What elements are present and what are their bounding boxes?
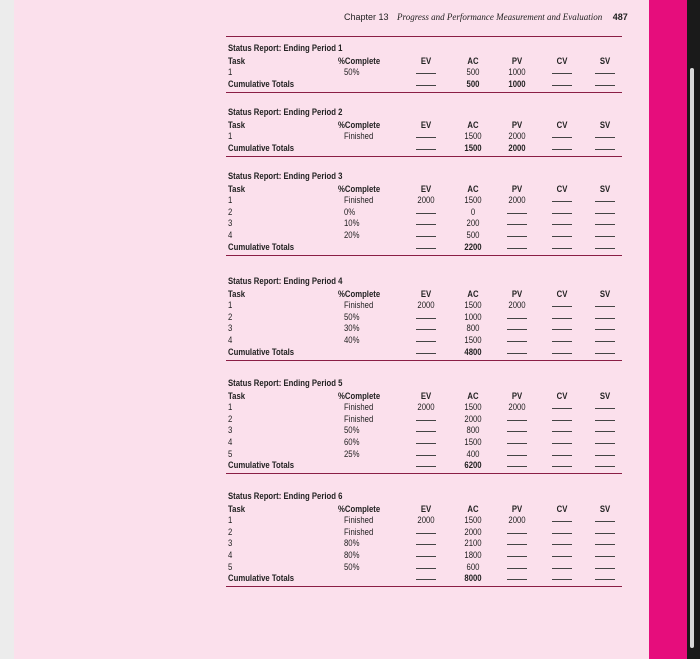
column-header-complete: %Complete: [338, 55, 381, 66]
task-number: 1: [228, 402, 233, 413]
task-number: 2: [228, 311, 233, 322]
ev-empty-dash: [416, 318, 436, 319]
percent-complete: 50%: [344, 425, 360, 436]
sv-empty-dash: [595, 443, 615, 444]
ev-empty-dash: [416, 137, 436, 138]
column-header-pv: PV: [511, 503, 523, 514]
ac-value: 1500: [464, 131, 482, 142]
ac-total-value: 2200: [464, 241, 482, 252]
percent-complete: 25%: [344, 448, 360, 459]
chapter-label: Chapter 13: [344, 12, 389, 22]
ev-empty-dash: [416, 213, 436, 214]
ev-empty-dash: [416, 236, 436, 237]
pv-empty-dash: [507, 341, 527, 342]
pv-total-value: 1000: [508, 78, 526, 89]
column-header-sv: SV: [599, 390, 611, 401]
ac-value: 600: [466, 561, 480, 572]
cv-empty-dash: [552, 306, 572, 307]
cv-total-empty-dash: [552, 579, 572, 580]
ac-value: 1500: [464, 195, 482, 206]
column-header-task: Task: [228, 183, 246, 194]
column-header-cv: CV: [556, 503, 568, 514]
pv-value: 2000: [508, 131, 526, 142]
column-header-ac: AC: [467, 183, 479, 194]
task-number: 3: [228, 425, 233, 436]
cv-empty-dash: [552, 556, 572, 557]
ac-value: 1500: [464, 437, 482, 447]
sv-total-empty-dash: [595, 579, 615, 580]
ev-total-empty-dash: [416, 466, 436, 467]
cv-empty-dash: [552, 224, 572, 225]
cv-empty-dash: [552, 568, 572, 569]
ev-empty-dash: [416, 533, 436, 534]
percent-complete: Finished: [344, 515, 374, 526]
section-rule: [226, 92, 622, 93]
cv-empty-dash: [552, 408, 572, 409]
ev-empty-dash: [416, 329, 436, 330]
pv-empty-dash: [507, 213, 527, 214]
section-title: Status Report: Ending Period 6: [228, 491, 343, 501]
section-rule: [226, 473, 622, 474]
ev-empty-dash: [416, 443, 436, 444]
ac-value: 1000: [464, 311, 482, 322]
percent-complete: 30%: [344, 323, 360, 334]
ac-value: 1500: [464, 515, 482, 526]
column-header-cv: CV: [556, 288, 568, 299]
column-header-sv: SV: [599, 55, 611, 66]
column-header-sv: SV: [599, 119, 611, 130]
sv-empty-dash: [595, 533, 615, 534]
sv-total-empty-dash: [595, 248, 615, 249]
task-number: 1: [228, 131, 233, 142]
percent-complete: 80%: [344, 538, 360, 549]
column-header-ac: AC: [467, 119, 479, 130]
cv-total-empty-dash: [552, 85, 572, 86]
cv-empty-dash: [552, 318, 572, 319]
cumulative-totals-label: Cumulative Totals: [228, 241, 295, 252]
column-header-complete: %Complete: [338, 288, 381, 299]
section-title: Status Report: Ending Period 5: [228, 378, 343, 388]
pv-value: 2000: [508, 300, 526, 311]
percent-complete: 20%: [344, 230, 360, 240]
percent-complete: 50%: [344, 561, 360, 572]
ac-value: 800: [466, 425, 480, 436]
column-header-ev: EV: [420, 183, 432, 194]
column-header-cv: CV: [556, 119, 568, 130]
page-header: [344, 12, 628, 22]
sv-empty-dash: [595, 329, 615, 330]
pv-empty-dash: [507, 455, 527, 456]
pv-empty-dash: [507, 568, 527, 569]
ac-value: 1500: [464, 402, 482, 413]
sv-empty-dash: [595, 236, 615, 237]
percent-complete: 50%: [344, 67, 360, 78]
percent-complete: Finished: [344, 195, 374, 206]
task-number: 5: [228, 448, 233, 459]
ac-total-value: 6200: [464, 460, 482, 471]
sv-empty-dash: [595, 544, 615, 545]
column-header-sv: SV: [599, 183, 611, 194]
ev-empty-dash: [416, 544, 436, 545]
percent-complete: 40%: [344, 335, 360, 345]
cumulative-totals-label: Cumulative Totals: [228, 78, 295, 89]
sv-empty-dash: [595, 73, 615, 74]
ev-empty-dash: [416, 455, 436, 456]
cv-empty-dash: [552, 329, 572, 330]
pv-empty-dash: [507, 544, 527, 545]
sv-empty-dash: [595, 420, 615, 421]
ev-empty-dash: [416, 341, 436, 342]
task-number: 4: [228, 335, 233, 345]
scrollbar[interactable]: [690, 68, 694, 648]
sv-empty-dash: [595, 341, 615, 342]
sv-empty-dash: [595, 556, 615, 557]
ac-value: 500: [466, 230, 480, 240]
ac-value: 500: [466, 67, 480, 78]
cv-total-empty-dash: [552, 353, 572, 354]
cv-empty-dash: [552, 73, 572, 74]
column-header-complete: %Complete: [338, 183, 381, 194]
ev-total-empty-dash: [416, 353, 436, 354]
task-number: 1: [228, 195, 233, 206]
column-header-task: Task: [228, 55, 246, 66]
ac-total-value: 8000: [464, 573, 482, 584]
ev-empty-dash: [416, 431, 436, 432]
ac-value: 1800: [464, 550, 482, 560]
sv-empty-dash: [595, 408, 615, 409]
cv-empty-dash: [552, 443, 572, 444]
pv-empty-dash: [507, 431, 527, 432]
column-header-ac: AC: [467, 55, 479, 66]
sv-total-empty-dash: [595, 85, 615, 86]
section-rule: [226, 360, 622, 361]
sv-total-empty-dash: [595, 466, 615, 467]
cumulative-totals-label: Cumulative Totals: [228, 142, 295, 153]
task-number: 3: [228, 323, 233, 334]
pv-empty-dash: [507, 443, 527, 444]
pv-total-empty-dash: [507, 579, 527, 580]
task-number: 1: [228, 515, 233, 526]
cumulative-totals-label: Cumulative Totals: [228, 573, 295, 584]
section-title: Status Report: Ending Period 2: [228, 107, 343, 117]
column-header-ev: EV: [420, 503, 432, 514]
sv-empty-dash: [595, 455, 615, 456]
section-rule: [226, 255, 622, 256]
pv-total-empty-dash: [507, 353, 527, 354]
sv-empty-dash: [595, 521, 615, 522]
ac-total-value: 4800: [464, 346, 482, 357]
cv-empty-dash: [552, 137, 572, 138]
column-header-ac: AC: [467, 390, 479, 401]
column-header-ev: EV: [420, 119, 432, 130]
column-header-ev: EV: [420, 55, 432, 66]
pv-total-empty-dash: [507, 248, 527, 249]
column-header-sv: SV: [599, 503, 611, 514]
column-header-task: Task: [228, 503, 246, 514]
task-number: 2: [228, 413, 233, 424]
ev-value: 2000: [417, 402, 435, 413]
task-number: 1: [228, 300, 233, 311]
cv-empty-dash: [552, 521, 572, 522]
column-header-cv: CV: [556, 390, 568, 401]
column-header-complete: %Complete: [338, 503, 381, 514]
cumulative-totals-label: Cumulative Totals: [228, 346, 295, 357]
ev-total-empty-dash: [416, 248, 436, 249]
task-number: 2: [228, 206, 233, 217]
ev-total-empty-dash: [416, 579, 436, 580]
cv-empty-dash: [552, 431, 572, 432]
percent-complete: 10%: [344, 218, 360, 229]
ev-empty-dash: [416, 420, 436, 421]
ev-empty-dash: [416, 73, 436, 74]
column-header-pv: PV: [511, 119, 523, 130]
ev-total-empty-dash: [416, 85, 436, 86]
percent-complete: 80%: [344, 550, 360, 560]
column-header-complete: %Complete: [338, 119, 381, 130]
section-title: Status Report: Ending Period 3: [228, 171, 343, 181]
percent-complete: Finished: [344, 300, 374, 311]
pv-total-empty-dash: [507, 466, 527, 467]
ac-value: 2000: [464, 413, 482, 424]
cv-empty-dash: [552, 236, 572, 237]
percent-complete: Finished: [344, 413, 374, 424]
column-header-pv: PV: [511, 183, 523, 194]
ac-value: 200: [466, 218, 480, 229]
ac-value: 400: [466, 448, 480, 459]
sv-empty-dash: [595, 431, 615, 432]
task-number: 2: [228, 526, 233, 537]
cv-empty-dash: [552, 213, 572, 214]
cumulative-totals-label: Cumulative Totals: [228, 460, 295, 471]
column-header-task: Task: [228, 119, 246, 130]
column-header-sv: SV: [599, 288, 611, 299]
column-header-ac: AC: [467, 503, 479, 514]
task-number: 4: [228, 230, 233, 240]
sv-empty-dash: [595, 306, 615, 307]
sv-empty-dash: [595, 568, 615, 569]
sv-empty-dash: [595, 201, 615, 202]
cv-total-empty-dash: [552, 149, 572, 150]
ev-value: 2000: [417, 300, 435, 311]
ac-value: 1500: [464, 335, 482, 345]
ac-total-value: 1500: [464, 142, 482, 153]
section-title: Status Report: Ending Period 4: [228, 276, 343, 286]
percent-complete: 0%: [344, 206, 356, 217]
column-header-cv: CV: [556, 183, 568, 194]
column-header-task: Task: [228, 288, 246, 299]
ev-value: 2000: [417, 515, 435, 526]
column-header-cv: CV: [556, 55, 568, 66]
pv-empty-dash: [507, 420, 527, 421]
cv-empty-dash: [552, 533, 572, 534]
pv-empty-dash: [507, 329, 527, 330]
task-number: 4: [228, 437, 233, 447]
task-number: 3: [228, 218, 233, 229]
task-number: 5: [228, 561, 233, 572]
pv-empty-dash: [507, 236, 527, 237]
magenta-page-tab: [649, 0, 687, 659]
section-title: Status Report: Ending Period 1: [228, 43, 343, 53]
ev-empty-dash: [416, 556, 436, 557]
page-number: 487: [612, 12, 628, 22]
sv-empty-dash: [595, 137, 615, 138]
cv-empty-dash: [552, 420, 572, 421]
sv-empty-dash: [595, 213, 615, 214]
task-number: 1: [228, 67, 233, 78]
sv-empty-dash: [595, 224, 615, 225]
cv-total-empty-dash: [552, 248, 572, 249]
pv-value: 1000: [508, 67, 526, 78]
pv-value: 2000: [508, 195, 526, 206]
section-rule: [226, 586, 622, 587]
column-header-task: Task: [228, 390, 246, 401]
sv-total-empty-dash: [595, 353, 615, 354]
pv-empty-dash: [507, 556, 527, 557]
task-number: 4: [228, 550, 233, 560]
ac-value: 0: [470, 206, 476, 217]
sv-total-empty-dash: [595, 149, 615, 150]
pv-value: 2000: [508, 402, 526, 413]
ac-total-value: 500: [466, 78, 480, 89]
ac-value: 2000: [464, 526, 482, 537]
ev-empty-dash: [416, 224, 436, 225]
ev-value: 2000: [417, 195, 435, 206]
percent-complete: 60%: [344, 437, 360, 447]
section-rule: [226, 156, 622, 157]
column-header-pv: PV: [511, 390, 523, 401]
cv-empty-dash: [552, 201, 572, 202]
pv-empty-dash: [507, 318, 527, 319]
column-header-ac: AC: [467, 288, 479, 299]
cv-empty-dash: [552, 455, 572, 456]
pv-value: 2000: [508, 515, 526, 526]
column-header-pv: PV: [511, 288, 523, 299]
cv-empty-dash: [552, 341, 572, 342]
pv-empty-dash: [507, 533, 527, 534]
percent-complete: Finished: [344, 402, 374, 413]
task-number: 3: [228, 538, 233, 549]
sv-empty-dash: [595, 318, 615, 319]
percent-complete: 50%: [344, 311, 360, 322]
cv-total-empty-dash: [552, 466, 572, 467]
ac-value: 1500: [464, 300, 482, 311]
ac-value: 2100: [464, 538, 482, 549]
chapter-title: Progress and Performance Measurement and Evaluation: [397, 12, 603, 22]
cv-empty-dash: [552, 544, 572, 545]
percent-complete: Finished: [344, 526, 374, 537]
ac-value: 800: [466, 323, 480, 334]
ev-empty-dash: [416, 568, 436, 569]
percent-complete: Finished: [344, 131, 374, 142]
pv-empty-dash: [507, 224, 527, 225]
top-rule: [226, 36, 622, 37]
pv-total-value: 2000: [508, 142, 526, 153]
column-header-complete: %Complete: [338, 390, 381, 401]
column-header-pv: PV: [511, 55, 523, 66]
column-header-ev: EV: [420, 390, 432, 401]
ev-total-empty-dash: [416, 149, 436, 150]
column-header-ev: EV: [420, 288, 432, 299]
